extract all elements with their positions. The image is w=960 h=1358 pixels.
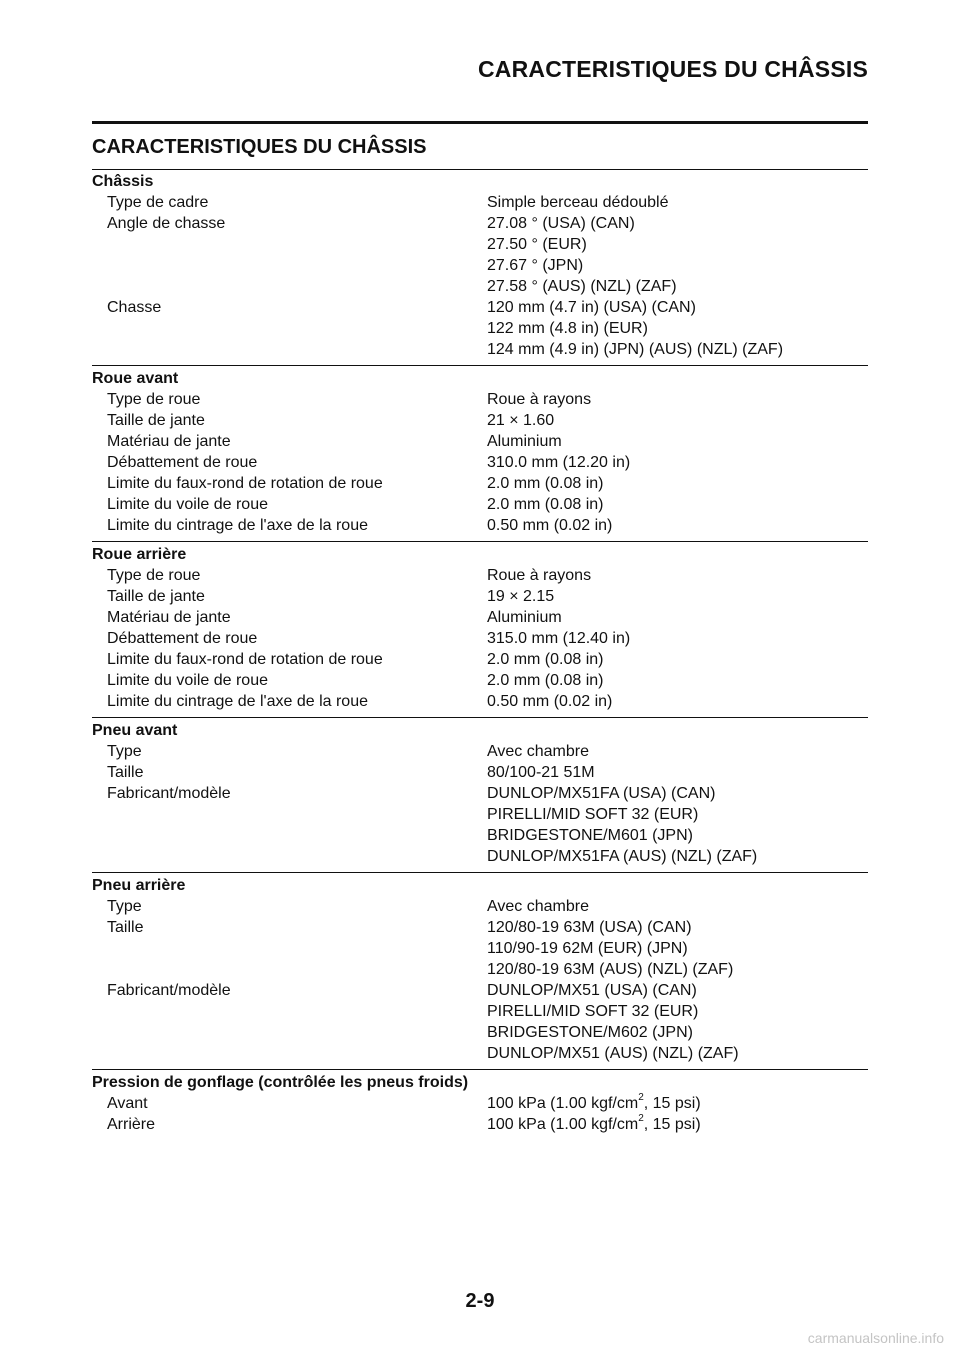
spec-values [487,410,868,431]
spec-value: 27.67 ° (JPN) [487,257,584,274]
spec-row [92,783,868,867]
spec-label: Matériau de jante [107,609,231,626]
spec-value: DUNLOP/MX51 (AUS) (NZL) (ZAF) [487,1045,739,1062]
spec-values [487,691,868,712]
spec-values [487,1093,868,1114]
spec-value: 100 kPa (1.00 kgf/$cm^2$, 15 psi) [487,1091,701,1112]
spec-row [92,1114,868,1135]
spec-value: PIRELLI/MID SOFT 32 (EUR) [487,806,699,823]
spec-label: Type de cadre [107,194,209,211]
spec-label: Type [107,898,142,915]
spec-value: DUNLOP/MX51FA (USA) (CAN) [487,785,716,802]
spec-values [487,741,868,762]
spec-values [487,917,868,980]
spec-label: Angle de chasse [107,215,226,232]
section-title: CARACTERISTIQUES DU CHÂSSIS [92,136,427,158]
spec-label: Taille de jante [107,588,205,605]
spec-value: 27.08 ° (USA) (CAN) [487,215,635,232]
spec-value: 27.58 ° (AUS) (NZL) (ZAF) [487,278,677,295]
spec-value: 110/90-19 62M (EUR) (JPN) [487,940,688,957]
spec-row [92,410,868,431]
spec-values [487,473,868,494]
spec-group-title: Pression de gonflage (contrôlée les pneus froids) [92,1074,469,1091]
spec-value: 100 kPa (1.00 kgf/$cm^2$, 15 psi) [487,1112,701,1133]
spec-value: 120 mm (4.7 in) (USA) (CAN) [487,299,696,316]
spec-row [92,494,868,515]
spec-label: Taille [107,919,144,936]
spec-label: Type de roue [107,567,201,584]
spec-row [92,452,868,473]
spec-label: Taille de jante [107,412,205,429]
spec-values [487,389,868,410]
spec-label: Taille [107,764,144,781]
spec-value: 27.50 ° (EUR) [487,236,587,253]
spec-row [92,649,868,670]
spec-value: 80/100-21 51M [487,764,595,781]
spec-value: Roue à rayons [487,567,592,584]
spec-label: Limite du voile de roue [107,496,268,513]
spec-label: Matériau de jante [107,433,231,450]
header-rule [92,121,868,124]
spec-value: 124 mm (4.9 in) (JPN) (AUS) (NZL) (ZAF) [487,341,784,358]
spec-value: Avec chambre [487,743,589,760]
spec-group [92,1072,868,1140]
spec-values [487,896,868,917]
spec-values [487,762,868,783]
spec-row [92,565,868,586]
spec-values [487,649,868,670]
spec-label: Fabricant/modèle [107,785,231,802]
spec-value: Avec chambre [487,898,589,915]
spec-label: Chasse [107,299,162,316]
spec-value: BRIDGESTONE/M601 (JPN) [487,827,693,844]
spec-value: DUNLOP/MX51FA (AUS) (NZL) (ZAF) [487,848,758,865]
spec-group-title: Roue arrière [92,546,187,563]
spec-row [92,670,868,691]
spec-values [487,494,868,515]
spec-value: Roue à rayons [487,391,592,408]
spec-label: Limite du faux-rond de rotation de roue [107,475,383,492]
spec-group [92,720,868,873]
spec-label: Type [107,743,142,760]
spec-value: 120/80-19 63M (USA) (CAN) [487,919,692,936]
spec-row [92,586,868,607]
spec-values [487,515,868,536]
spec-label: Type de roue [107,391,201,408]
spec-label: Débattement de roue [107,454,258,471]
spec-row [92,762,868,783]
spec-row [92,607,868,628]
spec-row [92,1093,868,1114]
spec-value: Simple berceau dédoublé [487,194,669,211]
spec-label: Avant [107,1095,148,1112]
spec-group [92,875,868,1070]
spec-value: 2.0 mm (0.08 in) [487,496,604,513]
spec-value: 2.0 mm (0.08 in) [487,672,604,689]
spec-value: PIRELLI/MID SOFT 32 (EUR) [487,1003,699,1020]
section-rule [92,169,868,170]
spec-value: DUNLOP/MX51 (USA) (CAN) [487,982,697,999]
spec-group-title: Châssis [92,173,154,190]
spec-values [487,192,868,213]
page-number: 2-9 [465,1290,495,1312]
watermark: carmanualsonline.info [807,1330,944,1346]
spec-values [487,213,868,297]
spec-value: BRIDGESTONE/M602 (JPN) [487,1024,693,1041]
spec-values [487,1114,868,1135]
spec-label: Arrière [107,1116,156,1133]
spec-row [92,628,868,649]
spec-value: 310.0 mm (12.20 in) [487,454,631,471]
spec-label: Limite du faux-rond de rotation de roue [107,651,383,668]
spec-group [92,171,868,366]
spec-value: Aluminium [487,433,562,450]
spec-row [92,980,868,1064]
spec-group [92,368,868,542]
spec-value: 0.50 mm (0.02 in) [487,693,613,710]
spec-row [92,691,868,712]
spec-label: Fabricant/modèle [107,982,231,999]
spec-row [92,896,868,917]
spec-value: Aluminium [487,609,562,626]
spec-label: Limite du cintrage de l'axe de la roue [107,517,368,534]
spec-value: 21 × 1.60 [487,412,555,429]
spec-value: 315.0 mm (12.40 in) [487,630,631,647]
spec-value: 0.50 mm (0.02 in) [487,517,613,534]
spec-row [92,515,868,536]
spec-values [487,586,868,607]
spec-group [92,544,868,718]
spec-label: Limite du voile de roue [107,672,268,689]
spec-row [92,741,868,762]
spec-values [487,607,868,628]
spec-label: Limite du cintrage de l'axe de la roue [107,693,368,710]
spec-values [487,628,868,649]
spec-row [92,297,868,360]
spec-label: Débattement de roue [107,630,258,647]
spec-values [487,783,868,867]
spec-row [92,431,868,452]
spec-values [487,431,868,452]
page-header-title: CARACTERISTIQUES DU CHÂSSIS [477,56,868,82]
spec-row [92,192,868,213]
spec-value: 2.0 mm (0.08 in) [487,475,604,492]
spec-values [487,980,868,1064]
spec-list [92,171,868,1142]
spec-row [92,917,868,980]
spec-row [92,213,868,297]
spec-value: 2.0 mm (0.08 in) [487,651,604,668]
spec-values [487,565,868,586]
spec-row [92,473,868,494]
spec-values [487,452,868,473]
spec-value: 122 mm (4.8 in) (EUR) [487,320,648,337]
spec-group-title: Pneu arrière [92,877,186,894]
spec-row [92,389,868,410]
spec-group-title: Roue avant [92,370,179,387]
spec-values [487,670,868,691]
spec-group-title: Pneu avant [92,722,178,739]
spec-value: 120/80-19 63M (AUS) (NZL) (ZAF) [487,961,734,978]
spec-values [487,297,868,360]
spec-value: 19 × 2.15 [487,588,555,605]
